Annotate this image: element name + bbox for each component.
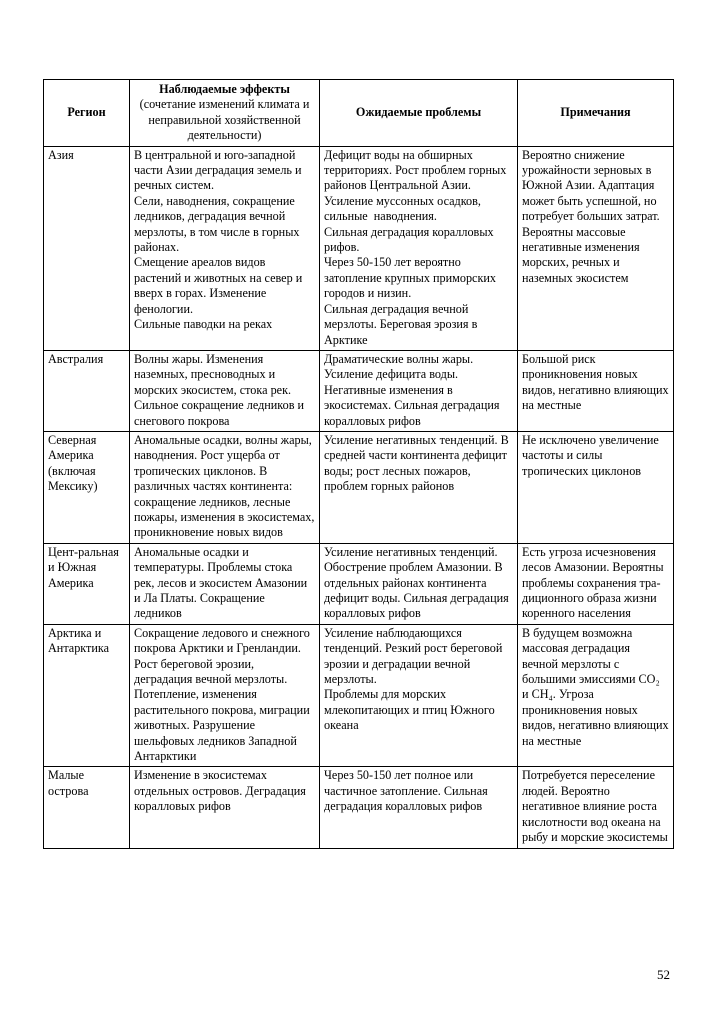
- table-row: [44, 146, 674, 350]
- problems-paragraph: Сильная деградация вечной мерзлоты. Береговая эрозия в Арктике: [324, 301, 481, 347]
- effects-cell: [130, 624, 320, 767]
- problems-paragraph: Через 50-150 лет вероятно затопление крупных приморских городов и низин.: [324, 255, 500, 301]
- problems-paragraph: Усиление негативных тенденций. В средней части континента дефицит воды; рост лесных пожаров, проблем горных районов: [324, 432, 512, 494]
- table-row: [44, 624, 674, 767]
- notes-cell: [518, 431, 674, 543]
- problems-cell: [320, 146, 518, 350]
- effects-cell: [130, 350, 320, 431]
- header-region: Регион: [44, 80, 130, 147]
- region-cell: Цент-ральная и Южная Америка: [44, 543, 130, 624]
- header-effects: [130, 80, 320, 147]
- notes-paragraph: Есть угроза исчезновения лесов Амазонии. Вероятны проблемы сохранения тра-диционного образа жизни коренного населения: [522, 544, 667, 621]
- effects-paragraph: Сокращение ледового и снежного покрова Арктики и Гренландии. Рост береговой эрозии, деградация вечной мерзлоты. Потепление, изменения растительного покрова, миграции животных. Разрушение шельфовых ледников Западной Антарктики: [134, 625, 313, 764]
- problems-cell: [320, 767, 518, 848]
- problems-cell: [320, 543, 518, 624]
- notes-cell: [518, 624, 674, 767]
- problems-paragraph: Сильная деградация коралловых рифов.: [324, 224, 497, 255]
- region-cell: Малые острова: [44, 767, 130, 848]
- table-row: [44, 543, 674, 624]
- problems-paragraph: Усиление наблюдающихся тенденций. Резкий рост береговой эрозии и деградации вечной мерзлоты.: [324, 625, 506, 687]
- problems-paragraph: Дефицит воды на обширных территориях. Рост проблем горных районов Центральной Азии.: [324, 147, 510, 193]
- notes-paragraph: Не исключено увеличение частоты и силы тропических циклонов: [522, 432, 662, 478]
- notes-paragraph: Вероятны массовые негативные изменения морских, речных и наземных экосистем: [522, 224, 643, 285]
- header-problems: Ожидаемые проблемы: [320, 80, 518, 147]
- effects-paragraph: В центральной и юго-западной части Азии деградация земель и речных систем.: [134, 147, 305, 193]
- table-row: [44, 350, 674, 431]
- notes-cell: [518, 350, 674, 431]
- climate-effects-table: [43, 79, 674, 849]
- problems-paragraph: Усиление негативных тенденций. Обострение проблем Амазонии. В отдельных районах континента дефицит воды. Сильная деградация коралловых рифов: [324, 544, 512, 621]
- effects-cell: [130, 767, 320, 848]
- region-cell: Австралия: [44, 350, 130, 431]
- notes-cell: [518, 543, 674, 624]
- problems-cell: [320, 624, 518, 767]
- effects-paragraph: Аномальные осадки и температуры. Проблемы стока рек, лесов и экосистем Амазонии и Ла Платы. Сокращение ледников: [134, 544, 311, 621]
- notes-cell: [518, 146, 674, 350]
- effects-cell: [130, 146, 320, 350]
- region-cell: Азия: [44, 146, 130, 350]
- effects-paragraph: Смещение ареалов видов растений и животных на север и вверх в горах. Изменение фенологии.: [134, 255, 306, 316]
- effects-paragraph: Сильные паводки на реках: [134, 317, 273, 332]
- header-effects-title: Наблюдаемые эффекты: [159, 82, 290, 96]
- notes-cell: [518, 767, 674, 848]
- problems-paragraph: Усиление муссонных осадков, сильные наводнения.: [324, 193, 484, 224]
- region-cell: Северная Америка (включая Мексику): [44, 431, 130, 543]
- region-cell: Арктика и Антарктика: [44, 624, 130, 767]
- effects-paragraph: Волны жары. Изменения наземных, пресноводных и морских экосистем, стока рек. Сильное сокращение ледников и снегового покрова: [134, 351, 308, 428]
- page-number: 52: [657, 967, 670, 982]
- effects-paragraph: Сели, наводнения, сокращение ледников, деградация вечной мерзлоты, в том числе в горных районах.: [134, 193, 303, 255]
- effects-cell: [130, 543, 320, 624]
- header-effects-subtitle: (сочетание изменений климата и неправильной хозяйственной деятельности): [139, 97, 313, 143]
- table-row: [44, 431, 674, 543]
- problems-cell: [320, 350, 518, 431]
- table-row: [44, 767, 674, 848]
- problems-paragraph: Драматические волны жары. Усиление дефицита воды. Негативные изменения в экосистемах. Сильная деградация коралловых рифов: [324, 351, 503, 428]
- notes-paragraph: Вероятно снижение урожайности зерновых в Южной Азии. Адаптация может быть успешной, но потребует больших затрат.: [522, 147, 660, 224]
- problems-paragraph: Через 50-150 лет полное или частичное затопление. Сильная деградация коралловых рифов: [324, 768, 491, 814]
- notes-paragraph: Потребуется переселение людей. Вероятно негативное влияние роста кислотности вод океана на рыбу и морские экосистемы: [522, 768, 668, 845]
- problems-paragraph: Проблемы для морских млекопитающих и птиц Южного океана: [324, 687, 498, 733]
- effects-paragraph: Изменение в экосистемах отдельных островов. Деградация коралловых рифов: [134, 768, 309, 814]
- header-notes: Примечания: [518, 80, 674, 147]
- notes-paragraph: В будущем возможна массовая деградация вечной мерзлоты с большими эмиссиями CO₂ и CH₄. Угроза проникновения новых видов, негативно влияющих на местные: [522, 625, 672, 748]
- effects-cell: [130, 431, 320, 543]
- table-header-row: [44, 80, 674, 147]
- notes-paragraph: Большой риск проникновения новых видов, негативно влияющих на местные: [522, 351, 672, 413]
- effects-paragraph: Аномальные осадки, волны жары, наводнения. Рост ущерба от тропических циклонов. В различных частях континента: сокращение ледников, лесные пожары, изменения в экосистемах, проникновение новых видов: [134, 432, 318, 540]
- problems-cell: [320, 431, 518, 543]
